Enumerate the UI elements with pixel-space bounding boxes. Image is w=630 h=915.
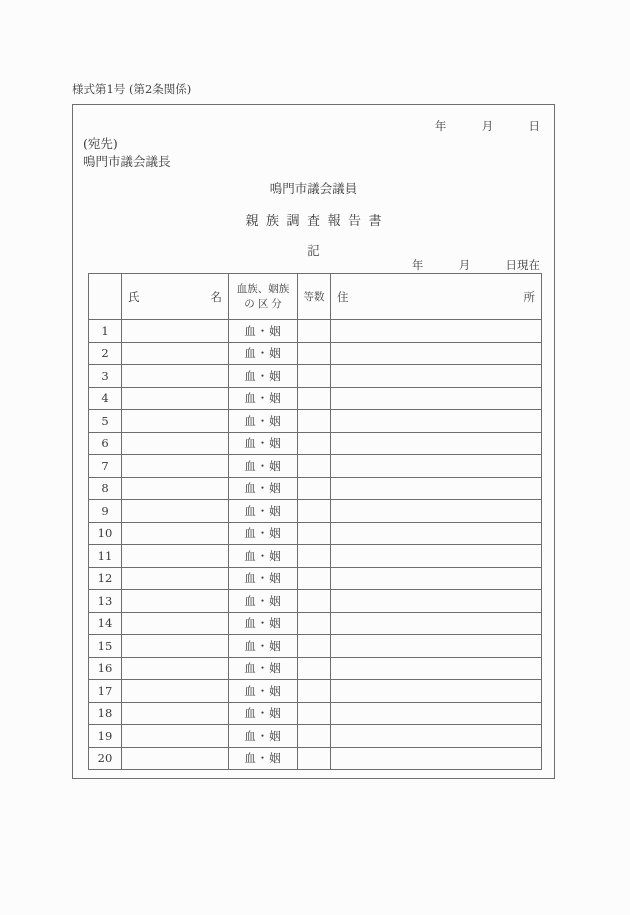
title-ki-marker: 記 <box>307 243 320 258</box>
address-input-cell[interactable] <box>331 432 542 455</box>
relation-choice-cell[interactable]: 血・姻 <box>229 680 298 703</box>
name-input-cell[interactable] <box>122 455 229 478</box>
name-input-cell[interactable] <box>122 567 229 590</box>
row-number-cell: 18 <box>89 702 122 725</box>
relation-choice-cell[interactable]: 血・姻 <box>229 635 298 658</box>
page-frame <box>72 104 555 779</box>
column-header-degree-text: 等数 <box>303 291 325 303</box>
table-body <box>89 320 542 770</box>
degree-input-cell[interactable] <box>298 725 331 748</box>
address-input-cell[interactable] <box>331 320 542 343</box>
name-input-cell[interactable] <box>122 590 229 613</box>
table-row <box>89 455 542 478</box>
row-number-cell: 8 <box>89 477 122 500</box>
row-number-cell: 17 <box>89 680 122 703</box>
column-header-relation-line2: の区分 <box>244 297 285 310</box>
table-row <box>89 590 542 613</box>
name-input-cell[interactable] <box>122 702 229 725</box>
address-input-cell[interactable] <box>331 567 542 590</box>
page-title: 親族調査報告書 <box>245 214 389 229</box>
column-header-address <box>331 274 542 320</box>
address-input-cell[interactable] <box>331 342 542 365</box>
relatives-table <box>88 273 542 770</box>
relation-choice-cell[interactable]: 血・姻 <box>229 702 298 725</box>
table-row <box>89 725 542 748</box>
row-number-cell: 10 <box>89 522 122 545</box>
name-input-cell[interactable] <box>122 410 229 433</box>
degree-input-cell[interactable] <box>298 320 331 343</box>
name-input-cell[interactable] <box>122 320 229 343</box>
addressee-label: (宛先) <box>83 136 118 151</box>
column-header-relation-line1: 血族、姻族 <box>236 282 290 295</box>
column-header-address-right: 所 <box>523 289 535 304</box>
column-header-name <box>122 274 229 320</box>
table-row <box>89 432 542 455</box>
relation-choice-cell[interactable]: 血・姻 <box>229 747 298 770</box>
address-input-cell[interactable] <box>331 635 542 658</box>
row-number-cell: 13 <box>89 590 122 613</box>
address-input-cell[interactable] <box>331 410 542 433</box>
address-input-cell[interactable] <box>331 657 542 680</box>
address-input-cell[interactable] <box>331 365 542 388</box>
degree-input-cell[interactable] <box>298 387 331 410</box>
degree-input-cell[interactable] <box>298 432 331 455</box>
column-header-degree <box>298 274 331 320</box>
degree-input-cell[interactable] <box>298 657 331 680</box>
address-input-cell[interactable] <box>331 747 542 770</box>
address-input-cell[interactable] <box>331 455 542 478</box>
column-header-no <box>89 274 122 320</box>
table-header-row <box>89 274 542 320</box>
table-row <box>89 747 542 770</box>
degree-input-cell[interactable] <box>298 365 331 388</box>
row-number-cell: 9 <box>89 500 122 523</box>
degree-input-cell[interactable] <box>298 410 331 433</box>
name-input-cell[interactable] <box>122 342 229 365</box>
relation-choice-cell[interactable]: 血・姻 <box>229 387 298 410</box>
address-input-cell[interactable] <box>331 477 542 500</box>
addressee-name: 鳴門市議会議長 <box>83 154 171 169</box>
relation-choice-cell[interactable]: 血・姻 <box>229 432 298 455</box>
name-input-cell[interactable] <box>122 387 229 410</box>
table-row <box>89 410 542 433</box>
degree-input-cell[interactable] <box>298 590 331 613</box>
name-input-cell[interactable] <box>122 432 229 455</box>
row-number-cell: 1 <box>89 320 122 343</box>
table-row <box>89 522 542 545</box>
name-input-cell[interactable] <box>122 635 229 658</box>
relation-choice-cell[interactable]: 血・姻 <box>229 365 298 388</box>
name-input-cell[interactable] <box>122 522 229 545</box>
degree-input-cell[interactable] <box>298 342 331 365</box>
address-input-cell[interactable] <box>331 702 542 725</box>
address-input-cell[interactable] <box>331 725 542 748</box>
address-input-cell[interactable] <box>331 387 542 410</box>
table-row <box>89 567 542 590</box>
name-input-cell[interactable] <box>122 725 229 748</box>
date-top-year: 年 <box>434 119 447 133</box>
name-input-cell[interactable] <box>122 545 229 568</box>
date-line-top <box>435 118 540 134</box>
table-row <box>89 387 542 410</box>
row-number-cell: 12 <box>89 567 122 590</box>
column-header-relation <box>229 274 298 320</box>
relation-choice-cell[interactable]: 血・姻 <box>229 657 298 680</box>
degree-input-cell[interactable] <box>298 747 331 770</box>
degree-input-cell[interactable] <box>298 680 331 703</box>
relation-choice-cell[interactable]: 血・姻 <box>229 567 298 590</box>
row-number-cell: 3 <box>89 365 122 388</box>
relation-choice-cell[interactable]: 血・姻 <box>229 342 298 365</box>
date-asof-month: 月 <box>458 258 471 272</box>
addressee-block <box>83 135 171 171</box>
date-top-day: 日 <box>528 119 540 133</box>
column-header-address-left: 住 <box>337 289 349 304</box>
degree-input-cell[interactable] <box>298 612 331 635</box>
degree-input-cell[interactable] <box>298 545 331 568</box>
degree-input-cell[interactable] <box>298 702 331 725</box>
degree-input-cell[interactable] <box>298 522 331 545</box>
row-number-cell: 5 <box>89 410 122 433</box>
degree-input-cell[interactable] <box>298 635 331 658</box>
row-number-cell: 7 <box>89 455 122 478</box>
name-input-cell[interactable] <box>122 365 229 388</box>
name-input-cell[interactable] <box>122 657 229 680</box>
date-asof-day: 日現在 <box>505 258 540 272</box>
relation-choice-cell[interactable]: 血・姻 <box>229 522 298 545</box>
table-row <box>89 635 542 658</box>
address-input-cell[interactable] <box>331 590 542 613</box>
address-input-cell[interactable] <box>331 500 542 523</box>
relation-choice-cell[interactable]: 血・姻 <box>229 455 298 478</box>
row-number-cell: 15 <box>89 635 122 658</box>
table-row <box>89 612 542 635</box>
column-header-name-right: 名 <box>210 289 222 304</box>
relation-choice-cell[interactable]: 血・姻 <box>229 725 298 748</box>
row-number-cell: 14 <box>89 612 122 635</box>
name-input-cell[interactable] <box>122 477 229 500</box>
relation-choice-cell[interactable]: 血・姻 <box>229 320 298 343</box>
table-row <box>89 545 542 568</box>
column-header-name-left: 氏 <box>128 289 140 304</box>
form-number-label: 様式第1号 (第2条関係) <box>72 82 192 96</box>
relation-choice-cell[interactable]: 血・姻 <box>229 410 298 433</box>
row-number-cell: 4 <box>89 387 122 410</box>
table-row <box>89 702 542 725</box>
address-input-cell[interactable] <box>331 612 542 635</box>
relation-choice-cell[interactable]: 血・姻 <box>229 477 298 500</box>
table-row <box>89 500 542 523</box>
title-affiliation: 鳴門市議会議員 <box>269 181 358 196</box>
name-input-cell[interactable] <box>122 612 229 635</box>
address-input-cell[interactable] <box>331 545 542 568</box>
row-number-cell: 6 <box>89 432 122 455</box>
address-input-cell[interactable] <box>331 522 542 545</box>
table-row <box>89 365 542 388</box>
table-row <box>89 342 542 365</box>
row-number-cell: 20 <box>89 747 122 770</box>
date-top-month: 月 <box>481 119 494 133</box>
row-number-cell: 11 <box>89 545 122 568</box>
row-number-cell: 16 <box>89 657 122 680</box>
relation-choice-cell[interactable]: 血・姻 <box>229 612 298 635</box>
table-row <box>89 477 542 500</box>
degree-input-cell[interactable] <box>298 455 331 478</box>
relation-choice-cell[interactable]: 血・姻 <box>229 545 298 568</box>
table-row <box>89 680 542 703</box>
address-input-cell[interactable] <box>331 680 542 703</box>
degree-input-cell[interactable] <box>298 500 331 523</box>
date-line-asof <box>412 257 540 273</box>
row-number-cell: 2 <box>89 342 122 365</box>
name-input-cell[interactable] <box>122 680 229 703</box>
relation-choice-cell[interactable]: 血・姻 <box>229 590 298 613</box>
degree-input-cell[interactable] <box>298 567 331 590</box>
row-number-cell: 19 <box>89 725 122 748</box>
relation-choice-cell[interactable]: 血・姻 <box>229 500 298 523</box>
name-input-cell[interactable] <box>122 747 229 770</box>
table-row <box>89 320 542 343</box>
degree-input-cell[interactable] <box>298 477 331 500</box>
table-row <box>89 657 542 680</box>
date-asof-year: 年 <box>411 258 424 272</box>
name-input-cell[interactable] <box>122 500 229 523</box>
